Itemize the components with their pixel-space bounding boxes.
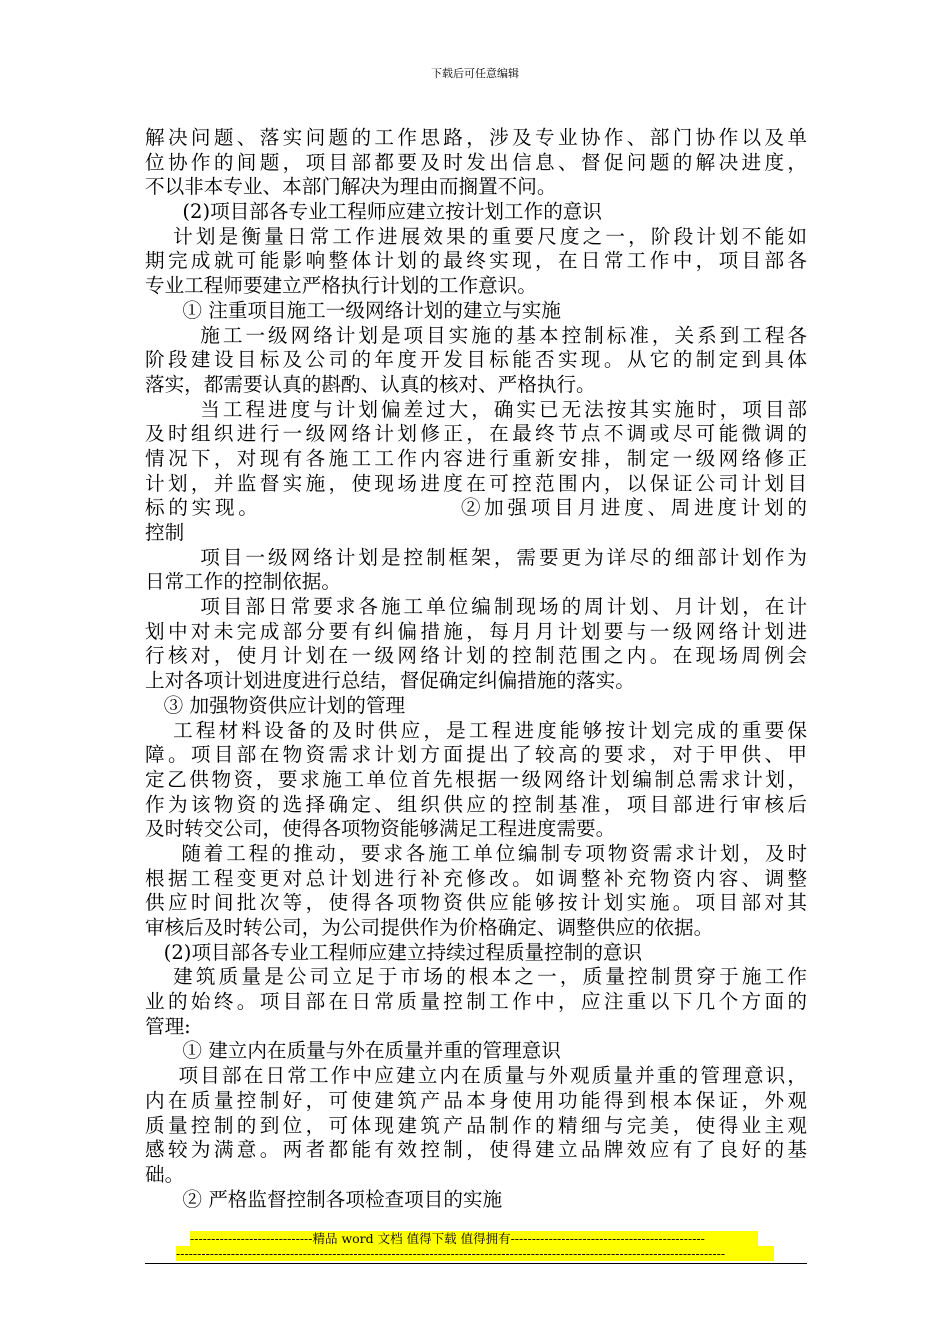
body-line: (2)项目部各专业工程师应建立持续过程质量控制的意识	[145, 940, 643, 964]
body-line: 建筑质量是公司立足于市场的根本之一，质量控制贯穿于施工作	[145, 965, 807, 989]
document-body	[145, 126, 807, 1212]
body-line: 础。	[145, 1162, 185, 1186]
body-line: 期完成就可能影响整体计划的最终实现，在日常工作中，项目部各	[145, 249, 807, 273]
body-line: 随着工程的推动，要求各施工单位编制专项物资需求计划，及时	[145, 841, 807, 865]
body-line: ③ 加强物资供应计划的管理	[145, 693, 406, 717]
body-line: 控制	[145, 521, 185, 544]
body-line: 感较为满意。两者都能有效控制，使得建立品牌效应有了良好的基	[145, 1138, 807, 1162]
body-line: 标的实现。 ②加强项目月进度、周进度计划的	[145, 496, 807, 520]
body-line: 情况下，对现有各施工工作内容进行重新安排，制定一级网络修正	[145, 446, 807, 470]
body-line: 及时组织进行一级网络计划修正，在最终节点不调或尽可能微调的	[145, 422, 807, 446]
body-line: 位协作的间题，项目部都要及时发出信息、督促问题的解决进度，	[145, 150, 807, 174]
body-line: 不以非本专业、本部门解决为理由而搁置不问。	[145, 175, 557, 199]
body-line: 障。项目部在物资需求计划方面提出了较高的要求，对于甲供、甲	[145, 743, 807, 767]
body-line: 施工一级网络计划是项目实施的基本控制标准，关系到工程各	[145, 323, 807, 347]
body-line: (2)项目部各专业工程师应建立按计划工作的意识	[145, 200, 602, 224]
body-line: 划中对未完成部分要有纠偏措施，每月月计划要与一级网络计划进	[145, 619, 807, 643]
body-line: 专业工程师要建立严格执行计划的工作意识。	[145, 274, 537, 298]
body-line: 落实，都需要认真的斟酌、认真的核对、严格执行。	[145, 372, 596, 396]
body-line: 解决问题、落实问题的工作思路，涉及专业协作、部门协作以及单	[145, 126, 807, 149]
body-line: 计划，并监督实施，使现场进度在可控范围内，以保证公司计划目	[145, 471, 807, 495]
body-line: ① 注重项目施工一级网络计划的建立与实施	[145, 298, 561, 322]
body-line: 供应时间批次等，使得各项物资供应能够按计划实施。项目部对其	[145, 891, 807, 915]
body-line: 上对各项计划进度进行总结，督促确定纠偏措施的落实。	[145, 669, 635, 693]
footer-banner-top: -----------------------------精品 word 文档 值得下载 值得拥有----------------------------------------------	[190, 1231, 758, 1246]
body-line: 根据工程变更对总计划进行补充修改。如调整补充物资内容、调整	[145, 866, 807, 890]
body-line: 质量控制的到位，可体现建筑产品制作的精细与完美，使得业主观	[145, 1113, 807, 1137]
body-line: 项目部日常要求各施工单位编制现场的周计划、月计划，在计	[145, 595, 807, 619]
body-line: 业的始终。项目部在日常质量控制工作中，应注重以下几个方面的	[145, 990, 807, 1014]
body-line: 行核对，使月计划在一级网络计划的控制范围之内。在现场周例会	[145, 644, 807, 668]
footer-divider	[145, 1263, 807, 1264]
body-line: ② 严格监督控制各项检查项目的实施	[145, 1187, 503, 1211]
body-line: 日常工作的控制依据。	[145, 570, 341, 594]
body-line: 及时转交公司，使得各项物资能够满足工程进度需要。	[145, 817, 616, 841]
page-header: 下载后可任意编辑	[431, 67, 519, 80]
body-line: 计划是衡量日常工作进展效果的重要尺度之一，阶段计划不能如	[145, 224, 807, 248]
body-line: 定乙供物资，要求施工单位首先根据一级网络计划编制总需求计划，	[145, 767, 807, 791]
body-line: 工程材料设备的及时供应，是工程进度能够按计划完成的重要保	[145, 718, 807, 742]
body-line: ① 建立内在质量与外在质量并重的管理意识	[145, 1039, 561, 1063]
body-line: 当工程进度与计划偏差过大，确实已无法按其实施时，项目部	[145, 397, 807, 421]
body-line: 项目一级网络计划是控制框架，需要更为详尽的细部计划作为	[145, 545, 807, 569]
body-line: 作为该物资的选择确定、组织供应的控制基准，项目部进行审核后	[145, 792, 807, 816]
footer-banner-bottom: ----------------------------------------------------------------------------------------------------------------------------------	[176, 1246, 774, 1261]
body-line: 项目部在日常工作中应建立内在质量与外观质量并重的管理意识，	[145, 1064, 807, 1088]
body-line: 管理:	[145, 1014, 191, 1038]
body-line: 审核后及时转公司，为公司提供作为价格确定、调整供应的依据。	[145, 916, 714, 939]
body-line: 阶段建设目标及公司的年度开发目标能否实现。从它的制定到具体	[145, 348, 807, 372]
body-line: 内在质量控制好，可使建筑产品本身使用功能得到根本保证，外观	[145, 1088, 807, 1112]
